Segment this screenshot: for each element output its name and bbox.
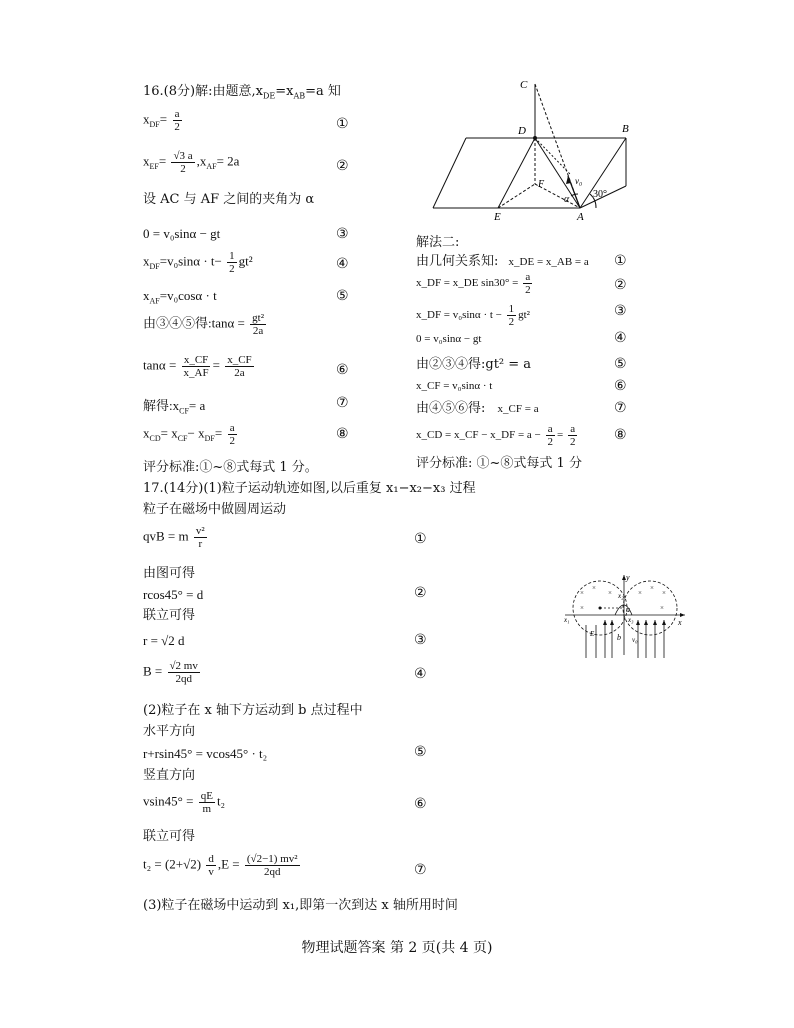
- label-C: C: [520, 79, 528, 91]
- q16-eq8: $x_{CD}= x_{CF}- x_{DF}=$ $\frac{a}{2}$: [143, 422, 235, 447]
- alt-eq7: 由④⑤⑥得: x_CF = a: [416, 401, 539, 416]
- q16-eq-tan1: 由③④⑤得:tanα = $\frac{\text{gt²}}{2a}$: [143, 312, 264, 337]
- q17-text-vertical: 竖直方向: [143, 768, 196, 783]
- eq-number: ①: [614, 253, 627, 269]
- eq-number: ②: [336, 158, 349, 174]
- eq-number: ⑦: [414, 862, 427, 878]
- eq-number: ④: [414, 666, 427, 682]
- eq-number: ⑤: [614, 356, 627, 372]
- alt-title: 解法二:: [416, 235, 460, 250]
- label-y: y: [626, 573, 630, 582]
- eq-number: ⑥: [414, 796, 427, 812]
- svg-text:×: ×: [660, 604, 664, 612]
- label-E: E: [494, 211, 501, 223]
- label-A: A: [577, 211, 584, 223]
- eq-number: ⑤: [414, 744, 427, 760]
- q17-text-combine: 联立可得: [143, 608, 196, 623]
- svg-text:×: ×: [638, 589, 642, 597]
- q17-text-horizontal: 水平方向: [143, 724, 196, 739]
- q17-eq7: t₂ = (2+√2) $\frac{d}{v}$ ,E = $\frac{\text{(√2−1) mv²}}{2qd}$: [143, 853, 298, 878]
- svg-text:×: ×: [580, 589, 584, 597]
- label-x3: x₃: [628, 616, 634, 624]
- label-30deg: 30°: [593, 189, 607, 200]
- alt-eq8: x_CD = x_CF − x_DF = a − $\frac{a}{2}$ = $\frac{a}{2}$: [416, 423, 576, 448]
- eq-number: ⑦: [614, 400, 627, 416]
- eq-number: ③: [414, 632, 427, 648]
- q16-score: 评分标准:①~⑧式每式 1 分。: [143, 460, 318, 475]
- q17-heading: 17.(14分)(1)粒子运动轨迹如图,以后重复 x₁−x₂−x₃ 过程: [143, 481, 476, 496]
- label-a: a: [626, 605, 630, 614]
- eq-number: ④: [336, 256, 349, 272]
- svg-text:×: ×: [662, 589, 666, 597]
- label-v0: v₀: [575, 176, 583, 186]
- eq-number: ⑥: [614, 378, 627, 394]
- svg-text:×: ×: [592, 584, 596, 592]
- eq-number: ⑧: [614, 427, 627, 443]
- label-B: B: [622, 123, 629, 135]
- q16-eq3: 0 = v₀sinα − gt: [143, 226, 221, 241]
- alt-eq6: x_CF = v₀sinα · t: [416, 380, 493, 392]
- alt-eq5: 由②③④得:gt² = a: [416, 357, 532, 372]
- alt-eq1: 由几何关系知: x_DE = x_AB = a: [416, 254, 589, 269]
- eq-number: ⑦: [336, 395, 349, 411]
- label-x2: x₂: [618, 592, 624, 600]
- label-x: x: [678, 618, 682, 627]
- label-alpha: α: [564, 194, 570, 205]
- eq-number: ②: [414, 585, 427, 601]
- q16-eq4: $x_{DF}=v_0\sin\alpha \cdot t-$ $\frac{1}{2}$ gt²: [143, 250, 253, 275]
- q16-eq7: 解得$:x_{CF}= a$: [143, 398, 206, 416]
- alt-eq4: 0 = v₀sinα − gt: [416, 333, 482, 345]
- geometry-figure: [430, 74, 645, 224]
- label-E: E: [590, 630, 595, 638]
- q17-eq4: B = $\frac{√2 mv}{2qd}$: [143, 660, 198, 685]
- q17-eq5: r+rsin45° = vcos45° · t₂: [143, 746, 268, 761]
- label-D: D: [518, 125, 526, 137]
- q17-part3: (3)粒子在磁场中运动到 x₁,即第一次到达 x 轴所用时间: [143, 898, 458, 913]
- q17-eq1: qvB = m $\frac{\text{v²}}{r}$: [143, 525, 205, 550]
- eq-number: ⑥: [336, 362, 349, 378]
- q17-eq6: vsin45° = $\frac{qE}{m}$ t₂: [143, 790, 226, 815]
- alt-eq2: x_DF = x_DE sin30° = $\frac{a}{2}$: [416, 271, 531, 296]
- eq-number: ⑤: [336, 288, 349, 304]
- label-x1: x₁: [564, 616, 570, 624]
- alt-eq3: x_DF = v₀sinα · t − $\frac{1}{2}$ gt²: [416, 303, 530, 328]
- q17-part2: (2)粒子在 x 轴下方运动到 b 点过程中: [143, 703, 363, 718]
- q16-eq6: tanα = $\frac{x\_CF}{x\_AF}$ = $\frac{x\_CF}{2a}$: [143, 354, 252, 379]
- q17-eq3: r = √2 d: [143, 633, 185, 648]
- svg-text:×: ×: [650, 584, 654, 592]
- eq-number: ③: [614, 303, 627, 319]
- trajectory-figure: [560, 570, 690, 660]
- eq-number: ①: [336, 116, 349, 132]
- eq-number: ④: [614, 330, 627, 346]
- eq-number: ⑧: [336, 426, 349, 442]
- q17-text-fig: 由图可得: [143, 566, 196, 581]
- q17-text-circular: 粒子在磁场中做圆周运动: [143, 502, 287, 517]
- page-footer: 物理试题答案 第 2 页(共 4 页): [301, 940, 493, 956]
- label-F: F: [538, 179, 545, 190]
- svg-text:×: ×: [580, 604, 584, 612]
- q16-heading: 16.(8分)解:由题意$,x_{DE}=x_{AB}=a$ 知: [143, 84, 341, 101]
- q16-eq2: $x_{EF}=$ $\frac{√3 a}{2}$ $,x_{AF}= 2a$: [143, 150, 240, 175]
- q17-text-combine2: 联立可得: [143, 829, 196, 844]
- q16-eq5: $x_{AF}=v_0\cos\alpha \cdot t$: [143, 288, 217, 306]
- eq-number: ②: [614, 277, 627, 293]
- svg-text:×: ×: [608, 589, 612, 597]
- label-v0: v₀: [632, 636, 638, 644]
- q16-text-angle: 设 AC 与 AF 之间的夹角为 α: [143, 192, 315, 207]
- q17-eq2: rcos45° = d: [143, 587, 204, 602]
- label-b: b: [617, 633, 621, 642]
- alt-score: 评分标准: ①~⑧式每式 1 分: [416, 456, 582, 471]
- eq-number: ③: [336, 226, 349, 242]
- q16-eq1: $x_{DF}=$ $\frac{a}{2}$: [143, 108, 180, 133]
- eq-number: ①: [414, 531, 427, 547]
